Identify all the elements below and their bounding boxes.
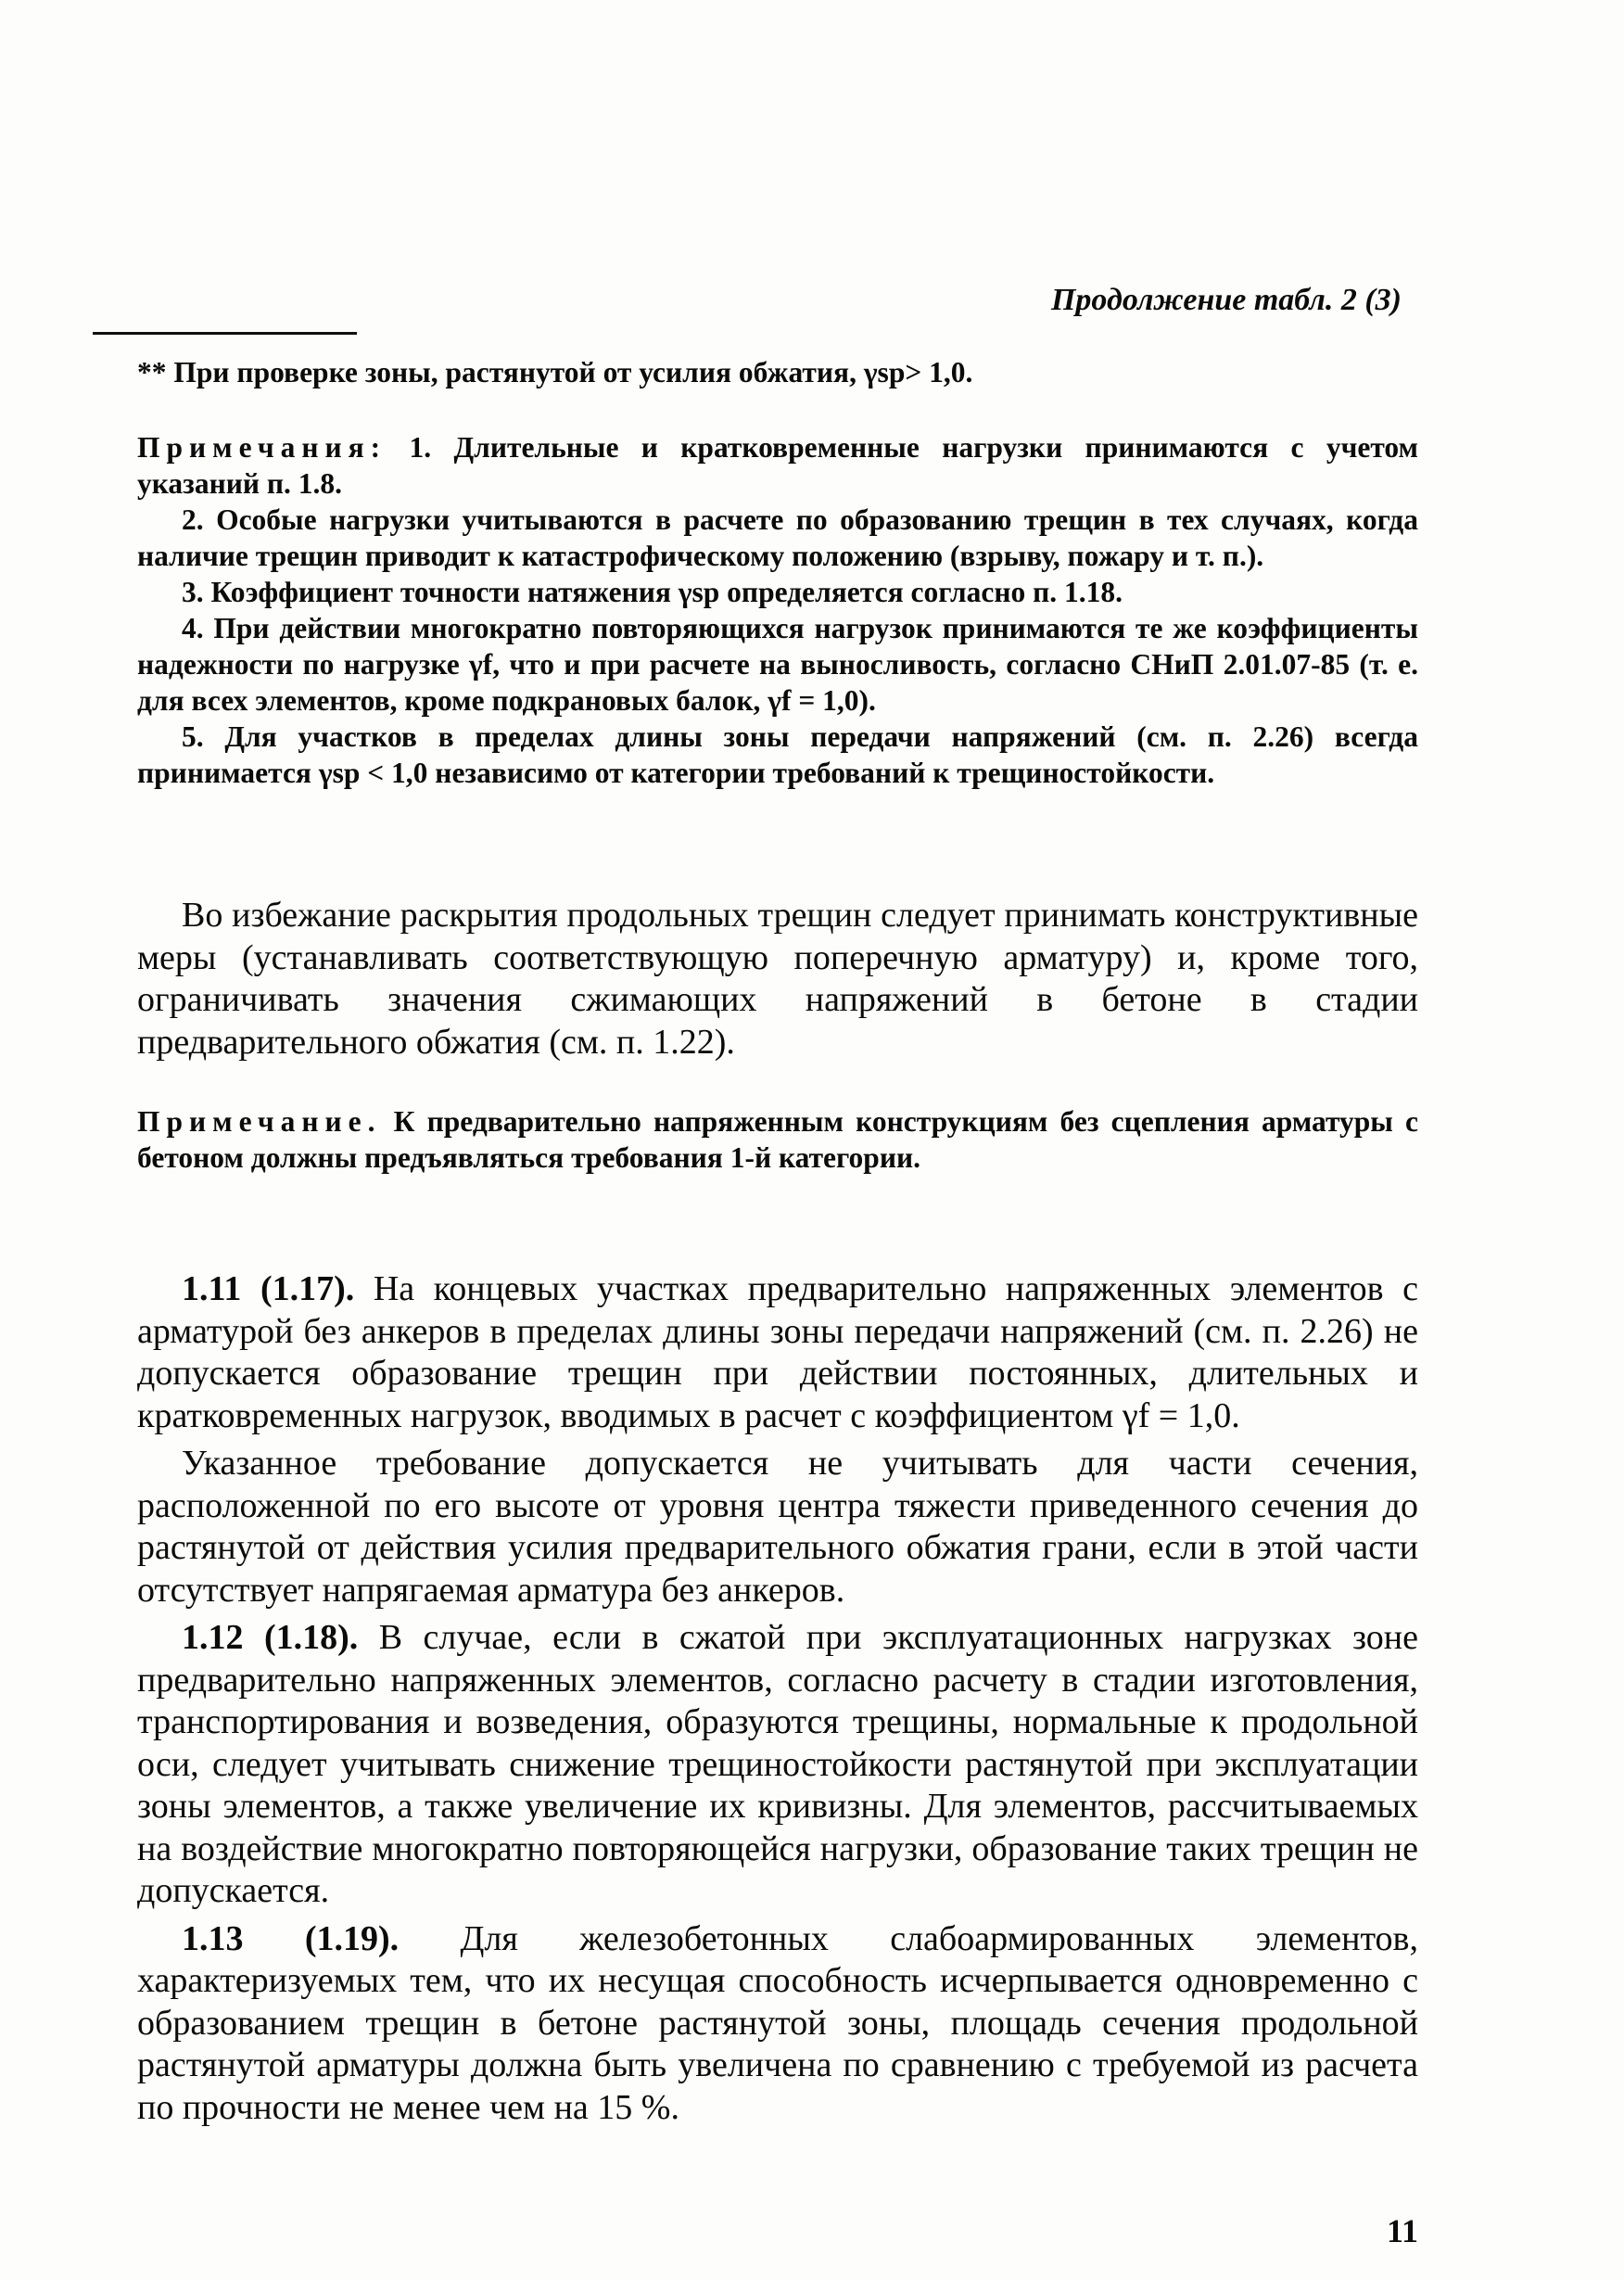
table-notes	[137, 429, 1418, 791]
body-paragraph	[137, 895, 1418, 1064]
notes-first-line	[137, 429, 1418, 502]
section-number: 1.11 (1.17).	[182, 1269, 355, 1308]
single-note	[137, 1103, 1418, 1176]
section-1-12	[137, 1617, 1418, 1913]
note-item-4: 4. При действии многократно повторяющихся нагрузок принимаются те же коэффициенты надежности по нагрузке γf, что и при расчете на выносливость, согласно СНиП 2.01.07-85 (т. е. для всех элементов, кроме подкрановых балок, γf = 1,0).	[137, 612, 1418, 717]
page-number: 11	[1386, 2212, 1418, 2249]
section-number: 1.13 (1.19).	[182, 1918, 400, 1958]
notes-heading: Примечания:	[137, 431, 387, 464]
section-1-11-continuation	[137, 1443, 1418, 1611]
section-text: Указанное требование допускается не учитывать для части сечения, расположенной по его высоте от уровня центра тяжести приведенного сечения до растянутой от действия усилия предварительного обжатия грани, если в этой части отсутствует напрягаемая арматура без анкеров.	[137, 1444, 1418, 1610]
sections-block	[137, 1268, 1418, 2134]
section-1-13	[137, 1918, 1418, 2130]
single-note-line	[137, 1103, 1418, 1176]
single-note-heading: Примечание.	[137, 1105, 382, 1138]
section-1-11	[137, 1268, 1418, 1437]
section-text: На концевых участках предварительно напряженных элементов с арматурой без анкеров в пределах длины зоны передачи напряжений (см. п. 2.26) не допускается образование трещин при действии постоянных, длительных и кратковременных нагрузок, вводимых в расчет с коэффициентом γf = 1,0.	[137, 1269, 1418, 1435]
footnote-separator-rule	[93, 332, 357, 335]
section-text: В случае, если в сжатой при эксплуатационных нагрузках зоне предварительно напряженных элементов, согласно расчету в стадии изготовления, транспортирования и возведения, образуются трещины, нормальные к продольной оси, следует учитывать снижение трещиностойкости растянутой при эксплуатации зоны элементов, а также увеличение их кривизны. Для элементов, рассчитываемых на воздействие многократно повторяющейся нагрузки, образование таких трещин не допускается.	[137, 1618, 1419, 1910]
single-note-text: К предварительно напряженным конструкциям без сцепления арматуры с бетоном должны предъявляться требования 1-й категории.	[137, 1105, 1419, 1174]
table-footnote: ** При проверке зоны, растянутой от усилия обжатия, γsp> 1,0.	[137, 356, 973, 388]
section-number: 1.12 (1.18).	[182, 1618, 359, 1657]
paragraph-text: Во избежание раскрытия продольных трещин следует принимать конструктивные меры (устанавливать соответствующую поперечную арматуру) и, кроме того, ограничивать значения сжимающих напряжений в бетоне в стадии предварительного обжатия (см. п. 1.22).	[137, 896, 1418, 1062]
table-continuation-label: Продолжение табл. 2 (3)	[1050, 283, 1402, 317]
note-item-1: 1. Длительные и кратковременные нагрузки принимаются с учетом указаний п. 1.8.	[137, 431, 1419, 500]
section-text: Для железобетонных слабоармированных элементов, характеризуемых тем, что их несущая способность исчерпывается одновременно с образованием трещин в бетоне растянутой зоны, площадь сечения продольной растянутой арматуры должна быть увеличена по сравнению с требуемой из расчета по прочности не менее чем на 15 %.	[137, 1918, 1418, 2127]
note-item-3: 3. Коэффициент точности натяжения γsp определяется согласно п. 1.18.	[182, 576, 1123, 608]
note-item-5: 5. Для участков в пределах длины зоны передачи напряжений (см. п. 2.26) всегда принимается γsp < 1,0 независимо от категории требований к трещиностойкости.	[137, 720, 1418, 789]
note-item-2: 2. Особые нагрузки учитываются в расчете по образованию трещин в тех случаях, когда наличие трещин приводит к катастрофическому положению (взрыву, пожару и т. п.).	[137, 503, 1418, 572]
